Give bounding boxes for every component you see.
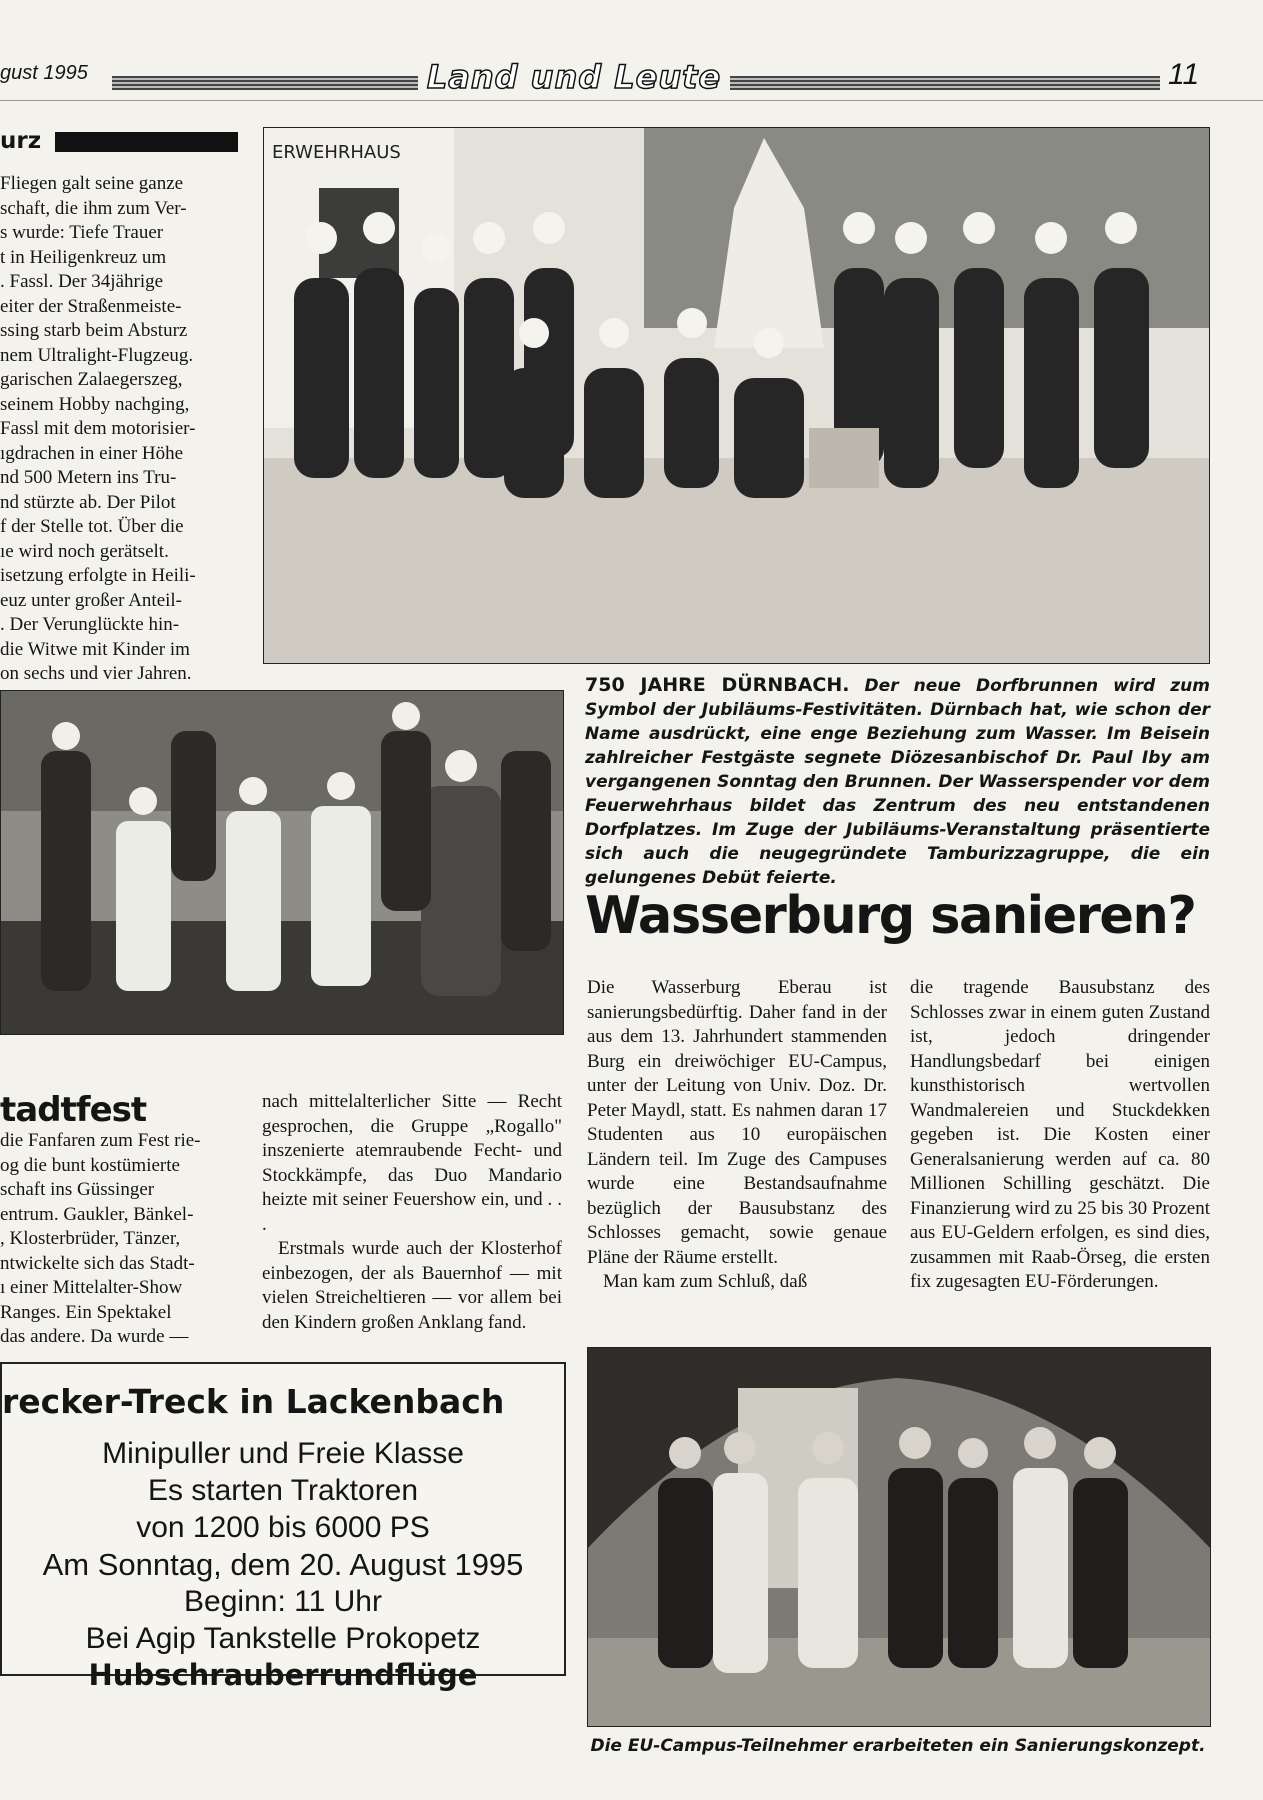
story-left-line: die Witwe mit Kinder im	[0, 638, 190, 660]
header-rule-left	[112, 76, 418, 90]
stadtfest-line: entrum. Gaukler, Bänkel-	[0, 1203, 194, 1225]
story-left-line: ssing starb beim Absturz	[0, 320, 188, 341]
issue-date: gust 1995	[0, 62, 88, 84]
story-left-line: schaft, die ihm zum Ver-	[0, 197, 187, 219]
section-title: Land und Leute	[426, 58, 722, 96]
story-left-line: Fassl mit dem motorisier-	[0, 418, 196, 439]
story-left-line: seinem Hobby nachging,	[0, 393, 190, 415]
story-kicker: urz	[0, 128, 42, 154]
story-left-line: ıgdrachen in einer Höhe	[0, 442, 184, 464]
page-number: 11	[1168, 58, 1200, 91]
stadtfest-p1: nach mittelalterlicher Sitte — Recht gesprochen, die Gruppe „Rogallo" inszenierte atemraubende Fecht- und Stockkämpfe, das Duo Mandario heizte mit seiner Feuershow ein, und . . .	[262, 1091, 562, 1235]
story-left-line: . Fassl. Der 34jährige	[0, 271, 164, 292]
story-left-line: on sechs und vier Jahren.	[0, 663, 192, 684]
wasserburg-p2: Man kam zum Schluß, daß	[603, 1271, 808, 1292]
story-left-line: ıe wird noch gerätselt.	[0, 540, 169, 562]
stadtfest-line: ntwickelte sich das Stadt-	[0, 1252, 195, 1274]
stadtfest-col2	[262, 1090, 562, 1335]
story-left-line: isetzung erfolgte in Heili-	[0, 565, 196, 586]
photo-folk-group	[263, 127, 1210, 664]
ad-line-6: Bei Agip Tankstelle Prokopetz	[85, 1622, 481, 1655]
story-left-line: t in Heiligenkreuz um	[0, 246, 167, 268]
wasserburg-p3: die tragende Bausubstanz des Schlosses zwar in einem guten Zustand ist, jedoch dringender Handlungsbedarf bei einigen kunsthistorisch wertvollen Wandmalereien und Stuckdekken gegeben ist. Die Kosten einer Generalsanierung werden auf ca. 80 Millionen Schilling geschätzt. Die Finanzierung wird zu 25 bis 30 Prozent aus EU-Geldern erfolgen, es sind dies, zusammen mit Raab-Örseg, die ersten fix zugesagten EU-Förderungen.	[910, 977, 1210, 1292]
story-left-line: Fliegen galt seine ganze	[0, 173, 184, 194]
ad-line-7: Hubschrauberrundflüge	[88, 1658, 478, 1692]
photo-eu-campus	[587, 1347, 1211, 1727]
stadtfest-heading: tadtfest	[0, 1090, 147, 1130]
kicker-bar	[55, 132, 238, 152]
stadtfest-line: , Klosterbrüder, Tänzer,	[0, 1228, 181, 1249]
story-left-line: nem Ultralight-Flugzeug.	[0, 344, 194, 366]
wasserburg-p1: Die Wasserburg Eberau ist sanierungsbedürftig. Daher fand in der aus dem 13. Jahrhundert stammenden Burg ein dreiwöchiger EU-Campus, unter der Leitung von Univ. Doz. Dr. Peter Maydl, statt. Es nahmen daran 17 Studenten aus 10 europäischen Ländern teil. Im Zuge des Campuses wurde eine Bestandsaufnahme bezüglich der Bausubstanz des Schlosses gemacht, sowie genaue Pläne der Räume erstellt.	[587, 977, 887, 1268]
story-left-line: s wurde: Tiefe Trauer	[0, 222, 164, 243]
stadtfest-line: schaft ins Güssinger	[0, 1179, 155, 1200]
story-left-line: nd 500 Metern ins Tru-	[0, 467, 177, 488]
caption-text: Der neue Dorfbrunnen wird zum Symbol der Jubiläums-Festivitäten. Dürnbach hat, wie schon der Name ausdrückt, eine enge Beziehung zum Wasser. Im Beisein zahlreicher Festgäste segnete Diözesanbischof Dr. Paul Iby am vergangenen Sonntag den Brunnen. Der Wasserspender vor dem Feuerwehrhaus bildet das Zentrum des neu entstandenen Dorfplatzes. Im Zuge der Jubiläums-Veranstaltung präsentierte sich auch die neugegründete Tamburizzagruppe, die ein gelungenes Debüt feierte.	[585, 676, 1210, 888]
story-left-line: eiter der Straßenmeiste-	[0, 295, 182, 317]
stadtfest-line: das andere. Da wurde —	[0, 1326, 189, 1347]
caption-duernbach	[585, 673, 1210, 890]
header-rule-right	[730, 76, 1160, 90]
stadtfest-line: Ranges. Ein Spektakel	[0, 1301, 172, 1323]
wasserburg-col2	[910, 976, 1210, 1295]
ad-line-4: Am Sonntag, dem 20. August 1995	[42, 1547, 524, 1582]
stadtfest-line: die Fanfaren zum Fest rie-	[0, 1130, 201, 1151]
ad-line-1: Minipuller und Freie Klasse	[102, 1437, 464, 1470]
header-divider	[0, 100, 1263, 101]
story-left-line: . Der Verunglückte hin-	[0, 614, 180, 635]
ad-tractor-treck	[0, 1362, 566, 1692]
stadtfest-p2: Erstmals wurde auch der Klosterhof einbezogen, der als Bauernhof — mit vielen Streicheltieren — vor allem bei den Kindern großen Anklang fand.	[262, 1238, 562, 1333]
stadtfest-line: og die bunt kostümierte	[0, 1154, 180, 1176]
story-left-body	[0, 172, 240, 687]
ad-line-2: Es starten Traktoren	[147, 1474, 419, 1507]
wasserburg-col1	[587, 976, 887, 1295]
caption-eu-campus: Die EU-Campus-Teilnehmer erarbeiteten ein Sanierungskonzept.	[590, 1736, 1206, 1756]
caption-lead: 750 JAHRE DÜRNBACH.	[585, 674, 850, 696]
ad-title: recker-Treck in Lackenbach	[2, 1382, 505, 1421]
photo-stadtfest	[0, 690, 564, 1035]
stadtfest-line: ı einer Mittelalter-Show	[0, 1277, 183, 1298]
story-left-line: garischen Zalaegerszeg,	[0, 369, 183, 390]
ad-line-3: von 1200 bis 6000 PS	[136, 1511, 430, 1544]
headline-wasserburg: Wasserburg sanieren?	[585, 886, 1196, 946]
ad-line-5: Beginn: 11 Uhr	[184, 1585, 382, 1618]
story-left-line: euz unter großer Anteil-	[0, 589, 183, 611]
stadtfest-col1	[0, 1129, 240, 1350]
story-left-line: f der Stelle tot. Über die	[0, 516, 184, 537]
fire-station-sign: ERWEHRHAUS	[272, 142, 401, 163]
story-left-line: nd stürzte ab. Der Pilot	[0, 491, 176, 513]
